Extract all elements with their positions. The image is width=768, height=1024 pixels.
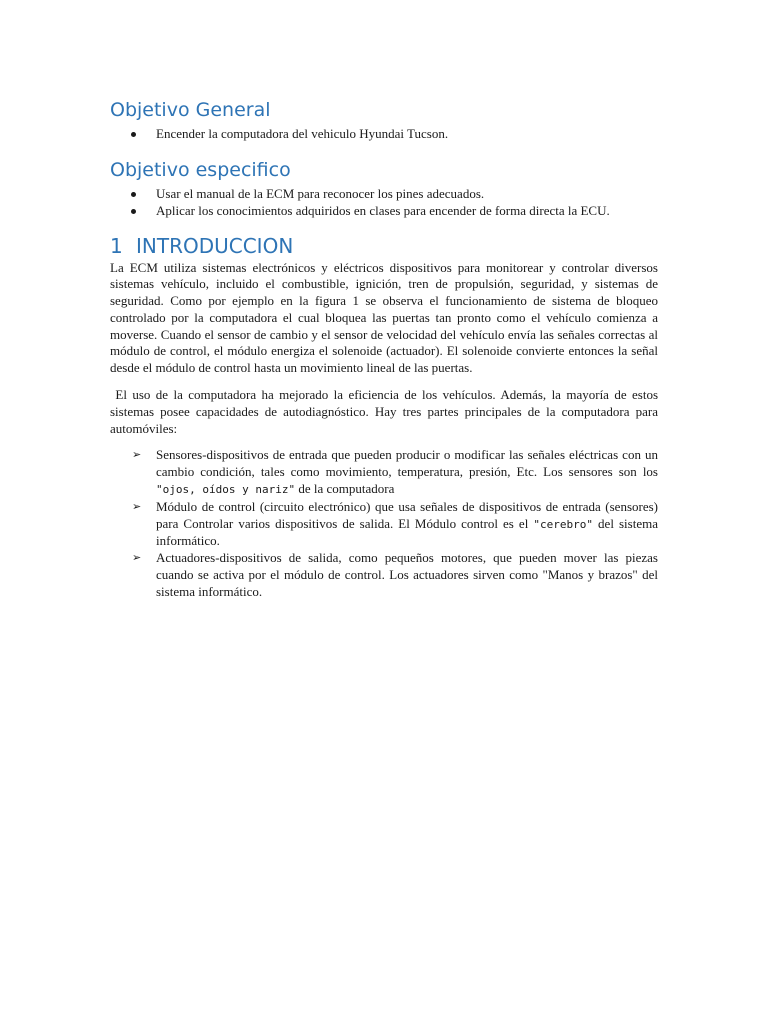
arrow-bullet-icon: ➢	[132, 552, 142, 565]
section-title: INTRODUCCION	[136, 233, 294, 258]
list-item: ➢ Sensores-dispositivos de entrada que pueden producir o modificar las señales eléctricas con un cambio condición, tales como movimiento, temperatura, presión, Etc. Los sensores son los "ojos, oídos y nariz" de la computadora	[132, 447, 658, 497]
list-item: Encender la computadora del vehiculo Hyundai Tucson.	[110, 125, 658, 143]
arrow-bullet-icon: ➢	[132, 500, 142, 513]
bullet-dot-icon	[131, 132, 136, 137]
list-item: Aplicar los conocimientos adquiridos en clases para encender de forma directa la ECU.	[110, 202, 658, 220]
arrow-bullet-icon: ➢	[132, 449, 142, 462]
list-item: Usar el manual de la ECM para reconocer los pines adecuados.	[110, 185, 658, 203]
heading-objetivo-especifico: Objetivo especifico	[110, 158, 291, 181]
intro-paragraph-1: La ECM utiliza sistemas electrónicos y eléctricos dispositivos para monitorear y controlar diversos sistemas vehículo, incluido el combustible, ignición, tren de propulsión, seguridad, y sistemas de seguridad. Como por ejemplo en la figura 1 se observa el funcionamiento de sistema de bloqueo controlado por la computadora el cual bloquea las puertas tan pronto como el vehículo comienza a moverse. Cuando el sensor de cambio y el sensor de velocidad del vehículo envía las señales correctas al módulo de control, el módulo energiza el solenoide (actuador). El solenoide convierte entonces la señal desde el módulo de control hasta un movimiento lineal de las puertas.	[110, 259, 658, 376]
list-item: ➢ Actuadores-dispositivos de salida, como pequeños motores, que pueden mover las piezas cuando se activa por el módulo de control. Los actuadores sirven como "Manos y brazos" del sistema informático.	[132, 550, 658, 599]
computer-parts-list	[110, 447, 658, 600]
section-number: 1	[110, 233, 123, 258]
heading-introduccion	[110, 232, 658, 260]
heading-objetivo-general: Objetivo General	[110, 99, 271, 121]
bullet-dot-icon	[131, 192, 136, 197]
objetivo-general-list	[110, 125, 658, 143]
document-page	[110, 96, 662, 601]
intro-paragraph-2: El uso de la computadora ha mejorado la eficiencia de los vehículos. Además, la mayoría de estos sistemas posee capacidades de autodiagnóstico. Hay tres partes principales de la computadora para automóviles:	[110, 387, 662, 436]
list-item: ➢ Módulo de control (circuito electrónico) que usa señales de dispositivos de entrada (sensores) para Controlar varios dispositivos de salida. El Módulo control es el "cerebro" del sistema informático.	[132, 498, 658, 549]
bullet-dot-icon	[131, 209, 136, 214]
objetivo-especifico-list	[110, 185, 658, 220]
